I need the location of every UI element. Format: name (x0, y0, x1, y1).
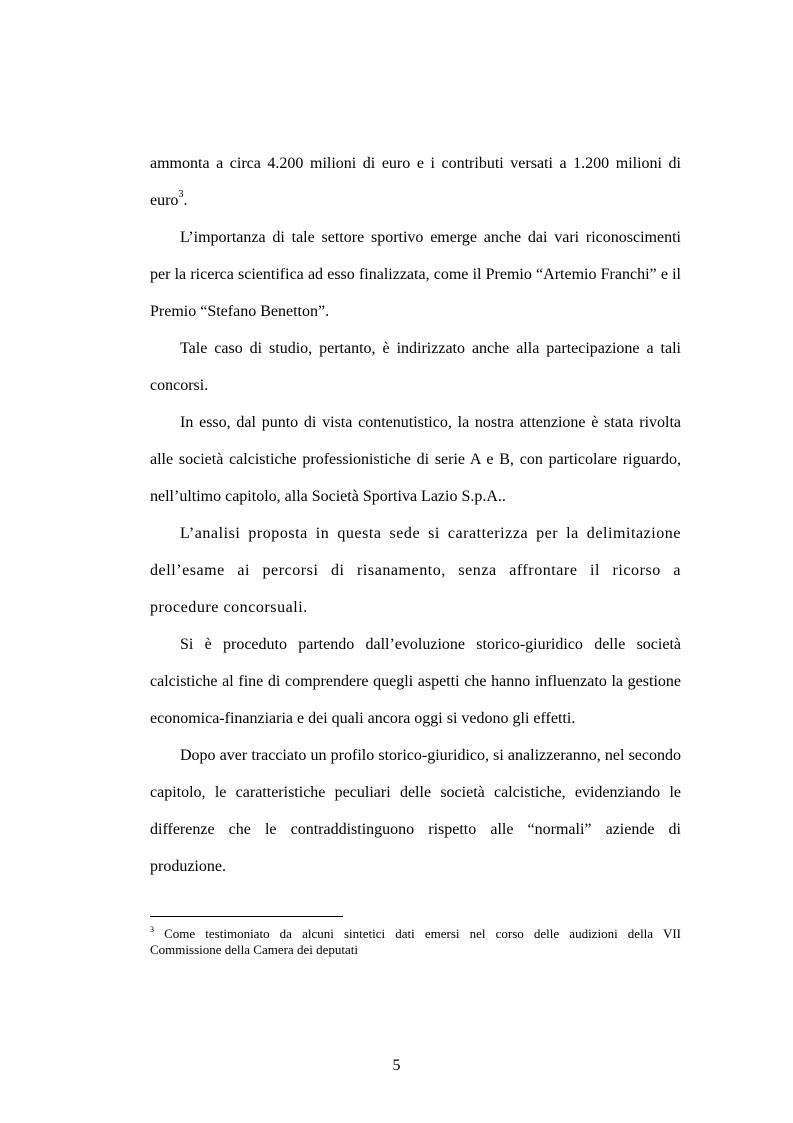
footnote-number: 3 (150, 924, 154, 934)
footnote-line (150, 926, 681, 942)
paragraph-line: L’importanza di tale settore sportivo emerge anche dai vari riconoscimenti (180, 229, 681, 246)
footnote-text: Come testimoniato da alcuni sintetici dati emersi nel corso delle audizioni della VII (154, 926, 681, 941)
paragraph-line: Dopo aver tracciato un profilo storico-giuridico, si analizzeranno, nel secondo (180, 747, 681, 764)
footnote-reference[interactable]: 3 (178, 188, 184, 200)
paragraph-line: differenze che le contraddistinguono rispetto alle “normali” aziende di (150, 821, 681, 838)
paragraph-line-punctuation: . (183, 192, 188, 209)
paragraph-line: L’analisi proposta in questa sede si caratterizza per la delimitazione (180, 525, 681, 542)
footnote-line: Commissione della Camera dei deputati (150, 942, 358, 957)
paragraph-line: dell’esame ai percorsi di risanamento, senza affrontare il ricorso a (150, 562, 681, 579)
paragraph-line: produzione. (150, 858, 226, 875)
paragraph-line: nell’ultimo capitolo, alla Società Sportiva Lazio S.p.A.. (150, 488, 506, 505)
paragraph-line: In esso, dal punto di vista contenutistico, la nostra attenzione è stata rivolta (180, 414, 681, 431)
paragraph-line: ammonta a circa 4.200 milioni di euro e i contributi versati a 1.200 milioni di (150, 155, 681, 172)
paragraph-line (150, 182, 681, 219)
paragraph-line: capitolo, le caratteristiche peculiari delle società calcistiche, evidenziando le (150, 784, 681, 801)
paragraph-line-text: euro (150, 192, 179, 209)
paragraph-line: Si è proceduto partendo dall’evoluzione storico-giuridico delle società (180, 636, 681, 653)
footnote (150, 926, 681, 958)
footnote-separator (150, 916, 343, 917)
body-text (150, 145, 681, 885)
paragraph-line: alle società calcistiche professionistiche di serie A e B, con particolare riguardo, (150, 451, 681, 468)
paragraph-line: Premio “Stefano Benetton”. (150, 303, 330, 320)
paragraph-line: calcistiche al fine di comprendere quegli aspetti che hanno influenzato la gestione (150, 673, 681, 690)
page-number: 5 (392, 1057, 401, 1074)
paragraph-line: per la ricerca scientifica ad esso finalizzata, come il Premio “Artemio Franchi” e il (150, 266, 681, 283)
paragraph-line: Tale caso di studio, pertanto, è indirizzato anche alla partecipazione a tali (180, 340, 681, 357)
paragraph-line: economica-finanziaria e dei quali ancora oggi si vedono gli effetti. (150, 710, 576, 727)
paragraph-line: concorsi. (150, 377, 209, 394)
paragraph-line: procedure concorsuali. (150, 599, 308, 616)
